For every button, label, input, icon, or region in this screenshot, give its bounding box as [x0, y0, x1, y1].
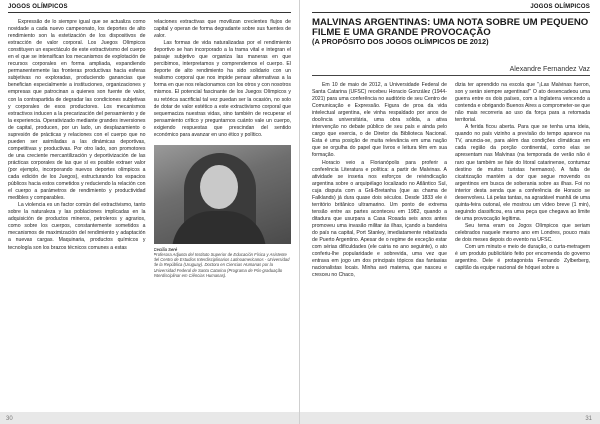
caption-bio: Profesora Adjunta del Instituto Superior de Educación Física y Asistente del Centro de Estudios Interdisciplinarios Latinoamericanos - Universidad de la República (Uruguay). Doctora en Ciencias Humanas por la Universidad Federal de Santa Catarina (Programa de Pós-graduação Interdisciplinar em Ciências Humanas). [153, 252, 290, 278]
page-number: 31 [585, 416, 592, 422]
paragraph: Seu tema eram os Jogos Olímpicos que seriam celebrados naquele mesmo ano em Londres, pouco mais de dois meses depois do evento na UFSC. [455, 222, 590, 244]
photo-face [200, 165, 238, 209]
article-subtitle: (A PROPÓSITO DOS JOGOS OLÍMPICOS DE 2012) [312, 37, 489, 47]
author-rule [312, 75, 590, 76]
header-rule [312, 12, 590, 13]
article-heading [312, 18, 590, 46]
author-photo [154, 145, 292, 244]
right-page [300, 0, 600, 424]
column-1 [312, 82, 447, 404]
paragraph: Em 10 de maio de 2012, a Universidade Federal de Santa Catarina (UFSC) recebeu Horacio González (1944-2021) para uma conferência no auditório de seu Centro de Comunicação e Expressão. Figura de proa da vida intelectual argentina, ele vinha respaldado por anos de docência universitária, uma obra sólida, a ativa intervenção no debate público de seu país e ainda pelo cargo que exercia, o de Diretor da Biblioteca Nacional. Esta é uma posição de muita relevância em uma nação que se orgulha do papel que livros e leitura têm em sua formação. [312, 82, 447, 159]
column-2 [455, 82, 590, 404]
column-2 [154, 19, 292, 404]
page-footer [0, 412, 299, 424]
paragraph: relaciones extractivas que movilizan crecientes flujos de capital y operan de forma degradante sobre sus fuentes de valor. [153, 19, 291, 40]
author-caption [154, 247, 292, 278]
text-columns [8, 19, 291, 404]
caption-name: Cecília Seré [153, 246, 178, 252]
text-columns [312, 82, 590, 404]
running-header: JOGOS OLÍMPICOS [530, 4, 590, 10]
article-author: Alexandre Fernandez Vaz [509, 66, 590, 73]
page-number: 30 [6, 416, 13, 422]
page-footer [300, 412, 600, 424]
paragraph: La violencia es un factor común del extractivismo, tanto sobre la naturaleza y las poblaciones implicadas en la adquisición de productos mineros, petroleros y agrarios, como sobre los cuerpos, constantemente sometidos a mecanismos de maximización del rendimiento y adaptación a nuevas cargas. Maquinaria, productos químicos y tecnología son los brazos técnicos comunes a estas [8, 202, 146, 251]
column-1 [8, 19, 146, 404]
paragraph: Com um minuto e meio de duração, o curta-metragem é um produto publicitário feito por encomenda do governo argentino. Dele é protagonista Fernando Zylberberg, capitão da equipe nacional de hóquei sobre a [455, 244, 590, 272]
paragraph: dizia ter aprendido na escola que "¡Las Malvinas fueron, son y serán siempre argentinas!" O ato desencadeou uma guerra entre os dois países, com a Inglaterra vencendo a contenda e obrigando Buenos Aires a comprometer-se que não mais recorreria ao uso da força para a retomada territorial. [455, 82, 590, 124]
paragraph: Horacio veio a Florianópolis para proferir a conferência Literatura e política: a partir de Malvinas. A atividade se inseria nos esforços de reivindicação argentina sobre o arquipélago localizado no Atlântico Sul, cuja disputa com a Grã-Bretanha (que as chama de Falklands) já dura quase dois séculos. Desde 1833 ele é território britânico ultramarino. Um ponto de extrema tensão entre as partes aconteceu em 1982, quando a ditadura que usurpara a Casa Rosada seis anos antes promoveu uma invasão militar às ilhas, içando a bandeira do país na capital, Port Stanley, imediatamente rebatizada de Puerto Argentino. Apesar de o regime de exceção estar com sérias dificuldades (ele cairia no ano seguinte), o ato conferiu-lhe popularidade e sobrevida, uma vez que entrava em jogo um dos principais tópicos das fantasias nacionalistas locais. Minha avó materna, que nasceu e cresceu no Chaco, [312, 159, 447, 279]
paragraph: Las formas de vida naturalizadas por el rendimiento deportivo se han incorporado a la trama vital e integran el paisaje subjetivo que organiza las maneras en que percibimos, interpretamos y comprendemos el cuerpo. El deporte de alto rendimiento ha sido solidario con un realismo corporal que nos impide pensar alternativas a la forma en que nos relacionamos con los otros y con nosotros mismos. El potencial fascinante de los Juegos Olímpicos y su retórica sacrificial tal vez puedan ser la ocasión, no solo de dotar de valor estético a este extractivismo corporal que sequemaciza nuestras vidas, sino también de recuperar el pensamiento crítico y preguntarnos cuánto vale un cuerpo, exigiendo respuestas que prescindan del sentido económico para avanzar en uno ético y político. [153, 40, 291, 138]
header-rule [8, 12, 291, 13]
article-title: MALVINAS ARGENTINAS: UMA NOTA SOBRE UM PEQUENO FILME E UMA GRANDE PROVOCAÇÃO [312, 17, 589, 39]
paragraph: A ferida ficou aberta. Para que se tenha uma ideia, quando no país vizinho a previsão do tempo aparece na TV, anuncia-se, para além das condições climáticas em cada região da porção continental, como elas se apresentam nas Malvinas (na temporada de verão não é raro que também se fale do litoral catarinense, contumaz destino de muitos turistas hermanos). A falta de cicatrização mantém a dor que segue movendo os argentinos em busca de soberania sobre as ilhas. Foi no interior desta senda que a conferência de Horacio se desenvolveu. Lá pelas tantas, na agradável manhã de uma quinta-feira outonal, ele mostrou um vídeo breve (1 min), seguindo classificou, era uma peça que chegava ao limite de uma provocação legítima. [455, 124, 590, 222]
running-header: JOGOS OLÍMPICOS [8, 4, 68, 10]
paragraph: Expressão de lo siempre igual que se actualiza como novidade a cada nuevo campeonato, los deportes de alto rendimiento son la estetización de los dispositivos de extracción de valor corporal. Los Juegos Olímpicos constituyen un espectáculo de este extractivismo del cuerpo en el que se intensifican los mecanismos de explotación de recursos corporales en forma ampliada, expandiendo permanentemente las fronteras productivas hacia esferas subjetivas no exploradas, produciendo ganancias que benefician especialmente a instituciones, organizaciones y empresas que patrocinan a quienes son fuente de valor, con la contrapartida de degradar las condiciones subjetivas y corporales de esos productores. Los mecanismos extractivos inducen a la precarización del pensamiento y de la experiencia. Operativizado mediante grandes inversiones de capital, producen, por un lado, un desplazamiento o supresión de prácticas y relaciones con el cuerpo que no pueden ser asimiladas a las dinámicas deportivas, competitivas y productivas. Por otro lado, son promotores de una creciente mercantilización y deportivización de las prácticas corporales de las que sí es posible extraer valor (por ejemplo, incorporando nuevos deportes olímpicos a cada edición de los Juegos), estructurando los espacios públicos hacia estos cometidos y reduciendo la relación con el cuerpo a parámetros de rendimiento y productividad medibles y comparables. [8, 19, 146, 202]
